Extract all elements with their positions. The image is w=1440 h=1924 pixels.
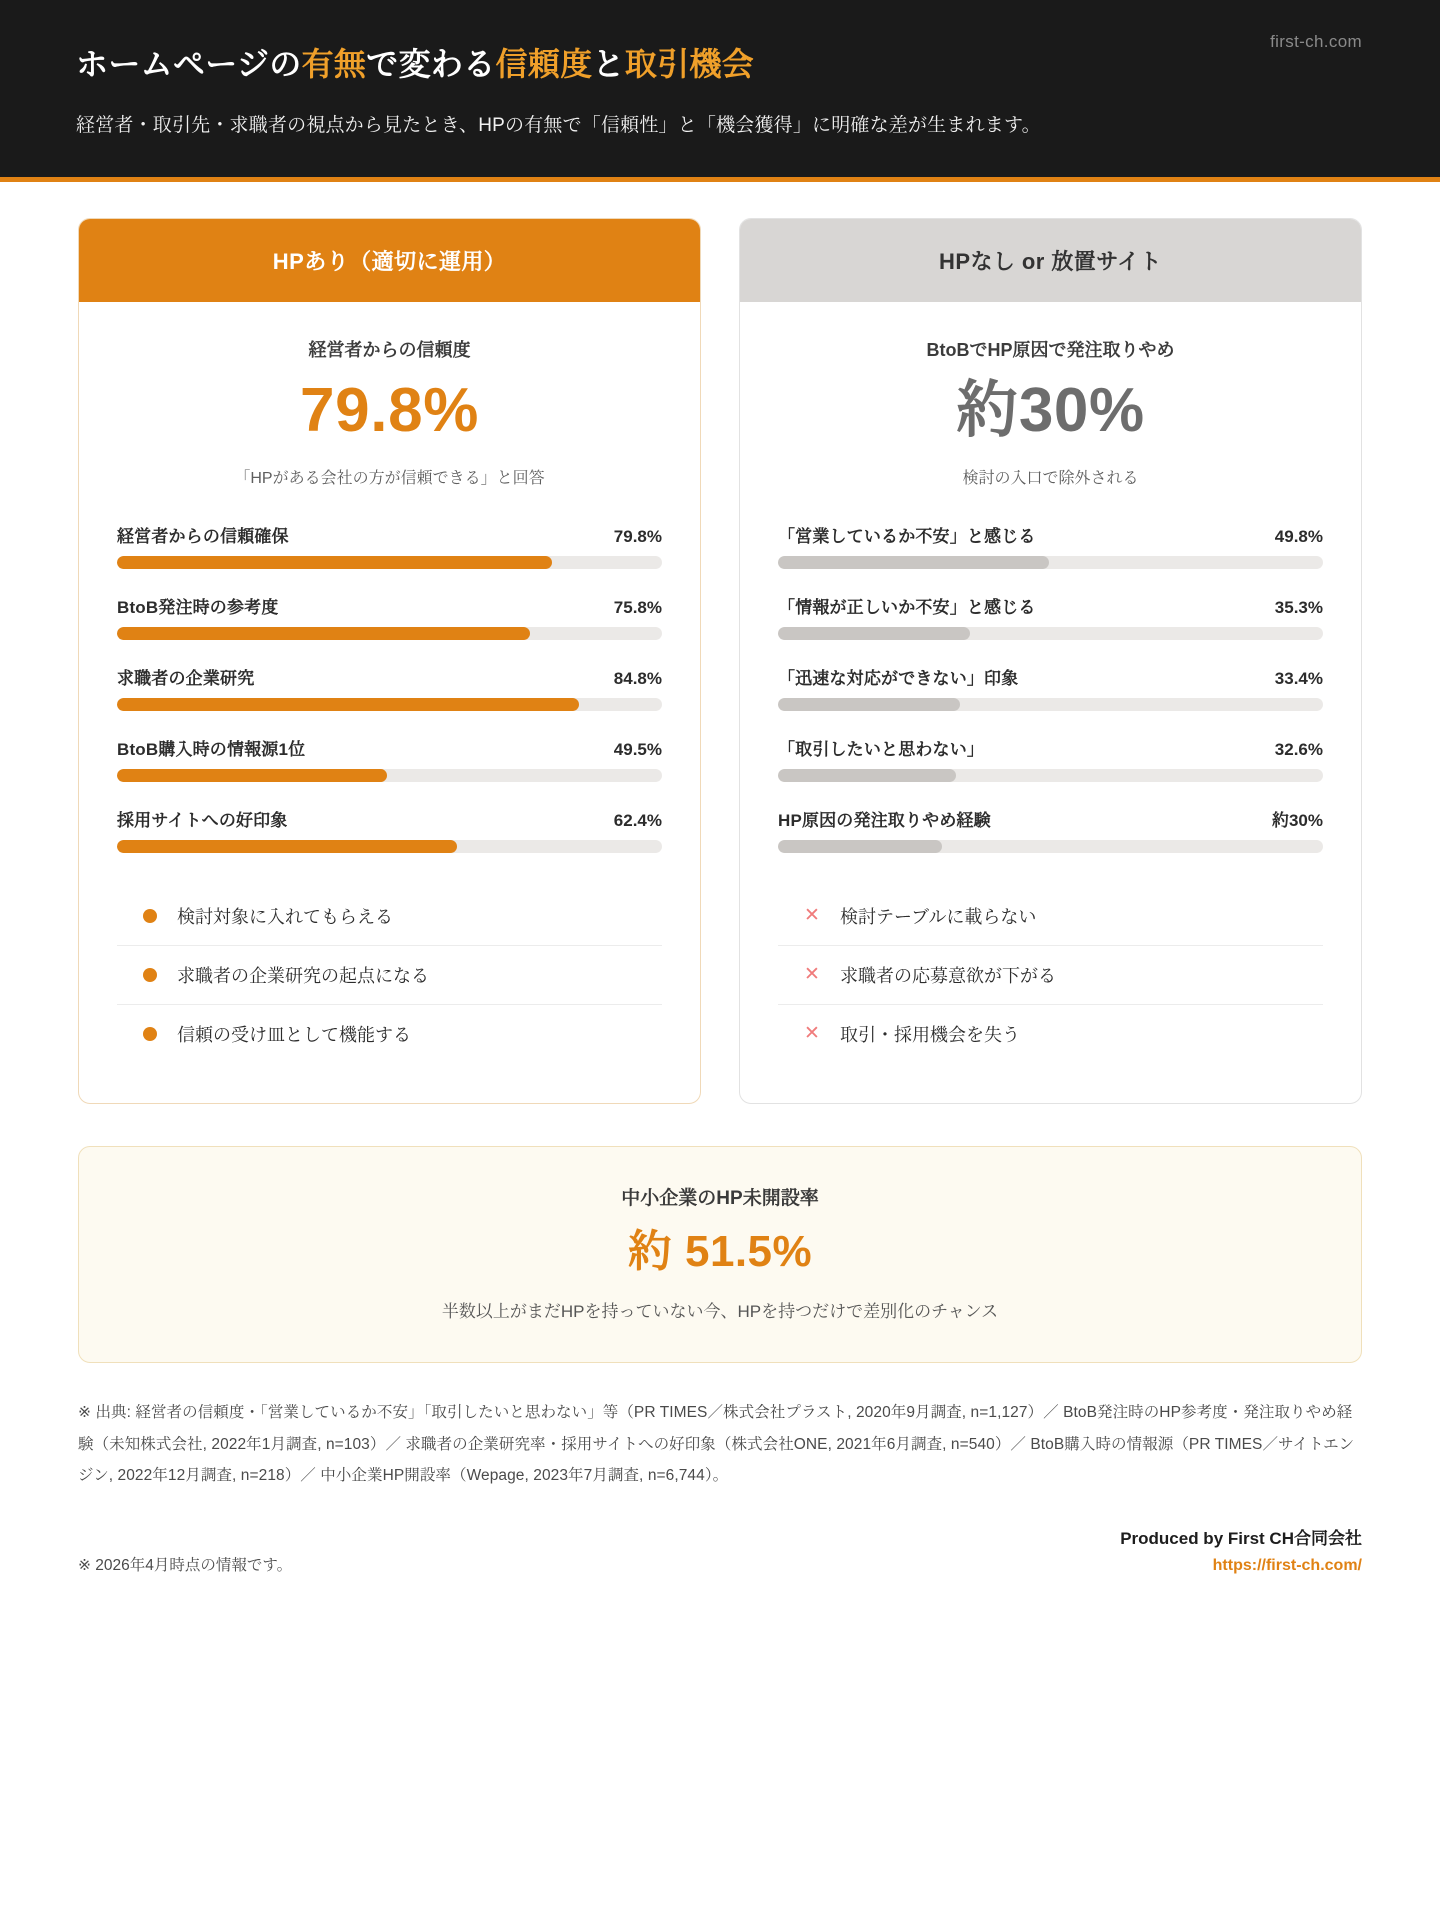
highlight-value: 約 51.5% (627, 1227, 813, 1277)
site-url: first-ch.com (1270, 32, 1362, 51)
bar-track (778, 698, 1323, 711)
list-item-label: 検討テーブルに載らない (840, 907, 1037, 928)
bar-track (117, 627, 662, 640)
title-part-2: で変わる (366, 46, 496, 82)
highlight-box (78, 1146, 1362, 1363)
card-hp-absent (739, 218, 1362, 1104)
bar-fill (778, 840, 942, 853)
cross-icon: ✕ (804, 1023, 820, 1045)
date-note: ※ 2026年4月時点の情報です。 (78, 1557, 293, 1575)
bar-track (117, 840, 662, 853)
main-content (0, 182, 1440, 1363)
bar-fill (778, 769, 956, 782)
footer-bottom (78, 1524, 1362, 1575)
bar-header (117, 522, 662, 547)
bar-row (778, 522, 1323, 569)
bar-value: 32.6% (1274, 740, 1323, 760)
bar-track (778, 627, 1323, 640)
bar-row (117, 522, 662, 569)
bar-row (778, 735, 1323, 782)
bar-track (778, 769, 1323, 782)
bar-header (117, 664, 662, 689)
kpi-note-hp-absent: 検討の入口で除外される (962, 470, 1139, 488)
bar-label: 求職者の企業研究 (117, 669, 255, 689)
bar-row (778, 593, 1323, 640)
bar-value: 75.8% (613, 598, 662, 618)
highlight-note: 半数以上がまだHPを持っていない今、HPを持つだけで差別化のチャンス (441, 1301, 999, 1321)
title-part-0: ホームページの (76, 46, 302, 82)
bar-fill (778, 556, 1049, 569)
dot-icon (143, 909, 157, 923)
bar-header (778, 735, 1323, 760)
page-subtitle: 経営者・取引先・求職者の視点から見たとき、HPの有無で「信頼性」と「機会獲得」に明確な差が生まれます。 (76, 114, 1041, 136)
bar-row (117, 806, 662, 853)
source-note: ※ 出典: 経営者の信頼度・「営業しているか不安」「取引したいと思わない」等（PR TIMES／株式会社プラスト, 2020年9月調査, n=1,127）／ BtoB発注時のHP参考度・発注取りやめ経験（未知株式会社, 2022年1月調査, n=103）／ 求職者の企業研究率・採用サイトへの好印象（株式会社ONE, 2021年6月調査, n=540）／ BtoB購入時の情報源（PR TIMES／サイトエンジン, 2022年12月調査, n=218）／ 中小企業HP開設率（Wepage, 2023年7月調査, n=6,744）。 (78, 1403, 1355, 1485)
bar-header (778, 522, 1323, 547)
bar-label: BtoB発注時の参考度 (117, 598, 279, 618)
card-body-hp-present (79, 302, 700, 1103)
card-header-hp-absent: HPなし or 放置サイト (740, 219, 1361, 302)
bar-track (778, 840, 1323, 853)
bar-fill (117, 769, 387, 782)
bar-value: 84.8% (613, 669, 662, 689)
bar-list-hp-present (117, 522, 662, 853)
card-header-hp-present: HPあり（適切に運用） (79, 219, 700, 302)
list-item-label: 取引・採用機会を失う (840, 1025, 1020, 1046)
bar-track (117, 698, 662, 711)
list-item (117, 887, 662, 946)
bar-value: 62.4% (613, 811, 662, 831)
point-list-hp-absent (778, 887, 1323, 1063)
bar-row (778, 664, 1323, 711)
page-header (0, 0, 1440, 182)
bar-row (778, 806, 1323, 853)
bar-label: BtoB購入時の情報源1位 (117, 740, 306, 760)
list-item-label: 検討対象に入れてもらえる (177, 907, 393, 928)
produced-url[interactable]: https://first-ch.com/ (1212, 1557, 1362, 1575)
bar-header (117, 806, 662, 831)
bar-row (117, 593, 662, 640)
title-part-1: 有無 (301, 46, 367, 82)
bar-label: 「迅速な対応ができない」印象 (778, 669, 1019, 689)
bar-list-hp-absent (778, 522, 1323, 853)
title-part-4: と (592, 46, 625, 82)
list-item (778, 1005, 1323, 1063)
bar-value: 49.8% (1274, 527, 1323, 547)
bar-row (117, 735, 662, 782)
list-item (117, 946, 662, 1005)
point-list-hp-present (117, 887, 662, 1063)
bar-fill (117, 698, 579, 711)
bar-label: 「営業しているか不安」と感じる (778, 527, 1036, 547)
page-footer (0, 1363, 1440, 1615)
produced-by: Produced by First CH合同会社 (1120, 1529, 1362, 1549)
page-title (76, 44, 1364, 86)
dot-icon (143, 1027, 157, 1041)
bar-track (117, 556, 662, 569)
bar-fill (778, 698, 960, 711)
list-item (778, 946, 1323, 1005)
title-part-3: 信頼度 (495, 46, 593, 82)
bar-label: HP原因の発注取りやめ経験 (778, 811, 991, 831)
kpi-label-hp-absent: BtoBでHP原因で発注取りやめ (926, 339, 1175, 360)
bar-value: 49.5% (613, 740, 662, 760)
card-hp-present (78, 218, 701, 1104)
bar-header (117, 735, 662, 760)
cross-icon: ✕ (804, 905, 820, 927)
kpi-label-hp-present: 経営者からの信頼度 (308, 339, 471, 360)
list-item-label: 求職者の応募意欲が下がる (840, 966, 1056, 987)
list-item-label: 信頼の受け皿として機能する (177, 1025, 411, 1046)
bar-label: 「取引したいと思わない」 (778, 740, 985, 760)
bar-track (778, 556, 1323, 569)
bar-fill (778, 627, 970, 640)
bar-value: 35.3% (1274, 598, 1323, 618)
kpi-value-hp-absent: 約30% (956, 375, 1145, 445)
bar-value: 33.4% (1274, 669, 1323, 689)
bar-header (117, 593, 662, 618)
bar-row (117, 664, 662, 711)
bar-header (778, 806, 1323, 831)
dot-icon (143, 968, 157, 982)
bar-value: 約30% (1271, 811, 1323, 831)
bar-header (778, 593, 1323, 618)
list-item-label: 求職者の企業研究の起点になる (177, 966, 429, 987)
bar-value: 79.8% (613, 527, 662, 547)
bar-label: 「情報が正しいか不安」と感じる (778, 598, 1036, 618)
produced-block (1120, 1524, 1362, 1575)
card-body-hp-absent (740, 302, 1361, 1103)
cross-icon: ✕ (804, 964, 820, 986)
list-item (117, 1005, 662, 1063)
kpi-value-hp-present: 79.8% (300, 375, 479, 445)
bar-header (778, 664, 1323, 689)
title-part-5: 取引機会 (624, 46, 755, 82)
list-item (778, 887, 1323, 946)
kpi-note-hp-present: 「HPがある会社の方が信頼できる」と回答 (234, 470, 545, 488)
highlight-label: 中小企業のHP未開設率 (621, 1188, 819, 1210)
bar-track (117, 769, 662, 782)
bar-label: 採用サイトへの好印象 (117, 811, 288, 831)
bar-fill (117, 627, 530, 640)
bar-label: 経営者からの信頼確保 (117, 527, 289, 547)
bar-fill (117, 840, 457, 853)
bar-fill (117, 556, 552, 569)
comparison-columns (78, 218, 1362, 1104)
